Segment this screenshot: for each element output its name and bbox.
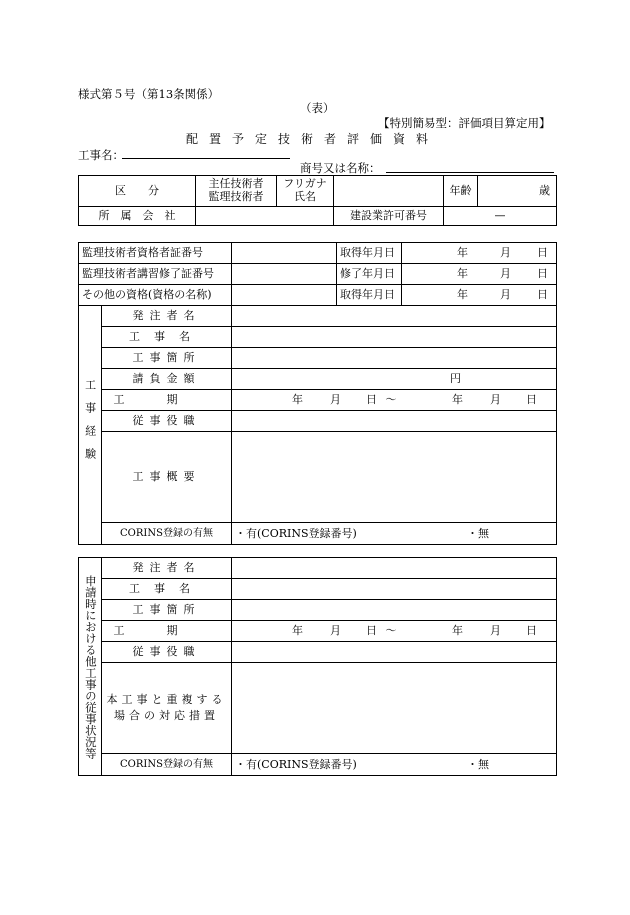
- other-work-name-field[interactable]: [232, 579, 557, 600]
- contract-amount-label: 請負金額: [102, 369, 232, 390]
- month-unit: 月: [500, 246, 511, 260]
- license-number-label: 建設業許可番号: [334, 207, 444, 226]
- start-day-unit: 日: [366, 624, 377, 638]
- period-tilde: ～: [385, 624, 397, 638]
- date-field[interactable]: [402, 264, 557, 285]
- role-label: [196, 176, 277, 207]
- work-name-field[interactable]: [232, 327, 557, 348]
- contract-amount-field[interactable]: 円: [232, 369, 557, 390]
- corins-yes-option[interactable]: ・有(CORINS登録番号): [235, 526, 357, 540]
- technician-table: [78, 175, 557, 226]
- other-work-name-label: 工事名: [102, 579, 232, 600]
- name-field[interactable]: [334, 176, 444, 207]
- qualification-label: 監理技術者講習修了証番号: [79, 264, 232, 285]
- other-work-table: [78, 557, 557, 776]
- corins-field[interactable]: [232, 523, 557, 545]
- qualification-field[interactable]: [232, 285, 337, 306]
- project-name-label: 工事名：: [78, 148, 124, 162]
- other-work-location-field[interactable]: [232, 600, 557, 621]
- start-month-unit: 月: [330, 624, 341, 638]
- date-field[interactable]: [402, 285, 557, 306]
- overlap-measures-line-1: 本工事と重複する: [106, 692, 227, 706]
- day-unit: 日: [537, 267, 548, 281]
- other-client-label: 発注者名: [102, 558, 232, 579]
- furigana-label: フリガナ: [283, 177, 327, 191]
- category-label: 区 分: [79, 176, 196, 207]
- evaluation-type-label: 【特別簡易型：評価項目算定用】: [378, 116, 551, 130]
- age-label: 年齢: [444, 176, 478, 207]
- role-supervising-engineer: 監理技術者: [208, 190, 264, 203]
- form-side-label: （表）: [300, 101, 335, 115]
- qualification-field[interactable]: [232, 264, 337, 285]
- work-summary-label: 工事概要: [102, 432, 232, 523]
- month-unit: 月: [500, 288, 511, 302]
- corins-label: CORINS登録の有無: [102, 523, 232, 545]
- year-unit: 年: [457, 267, 468, 281]
- year-unit: 年: [457, 246, 468, 260]
- document-title: 配置予定技術者評価資料: [186, 132, 440, 146]
- qualification-label: 監理技術者資格者証番号: [79, 243, 232, 264]
- work-name-label: 工事名: [102, 327, 232, 348]
- day-unit: 日: [537, 246, 548, 260]
- client-label: 発注者名: [102, 306, 232, 327]
- trade-name-label: 商号又は名称：: [300, 161, 381, 175]
- start-day-unit: 日: [366, 393, 377, 407]
- date-field[interactable]: [402, 243, 557, 264]
- day-unit: 日: [537, 288, 548, 302]
- other-position-label: 従事役職: [102, 642, 232, 663]
- other-work-location-label: 工事箇所: [102, 600, 232, 621]
- qualification-row: [79, 243, 557, 264]
- overlap-measures-field[interactable]: [232, 663, 557, 754]
- work-location-label: 工事箇所: [102, 348, 232, 369]
- date-label: 取得年月日: [337, 285, 402, 306]
- start-month-unit: 月: [330, 393, 341, 407]
- start-year-unit: 年: [292, 624, 303, 638]
- end-day-unit: 日: [526, 393, 537, 407]
- corins-no-option[interactable]: ・無: [467, 526, 489, 540]
- other-work-period-field[interactable]: [232, 621, 557, 642]
- other-corins-no-option[interactable]: ・無: [467, 757, 489, 771]
- overlap-measures-line-2: 場合の対応措置: [114, 709, 219, 722]
- end-day-unit: 日: [526, 624, 537, 638]
- work-period-label: 工期: [102, 390, 232, 411]
- company-field[interactable]: [196, 207, 334, 226]
- trade-name-field[interactable]: [386, 172, 554, 173]
- project-name-field[interactable]: [122, 158, 290, 159]
- end-year-unit: 年: [452, 393, 463, 407]
- other-position-field[interactable]: [232, 642, 557, 663]
- work-location-field[interactable]: [232, 348, 557, 369]
- qualification-field[interactable]: [232, 243, 337, 264]
- client-field[interactable]: [232, 306, 557, 327]
- other-work-period-label: 工期: [102, 621, 232, 642]
- license-number-field[interactable]: —: [444, 207, 557, 226]
- work-summary-field[interactable]: [232, 432, 557, 523]
- position-field[interactable]: [232, 411, 557, 432]
- other-corins-yes-option[interactable]: ・有(CORINS登録番号): [235, 757, 357, 771]
- end-month-unit: 月: [490, 624, 501, 638]
- year-unit: 年: [457, 288, 468, 302]
- work-period-field[interactable]: [232, 390, 557, 411]
- overlap-measures-label: [102, 663, 232, 754]
- other-client-field[interactable]: [232, 558, 557, 579]
- age-field[interactable]: 歳: [478, 176, 557, 207]
- date-label: 取得年月日: [337, 243, 402, 264]
- period-tilde: ～: [385, 393, 397, 407]
- start-year-unit: 年: [292, 393, 303, 407]
- qualification-row: [79, 285, 557, 306]
- other-corins-label: CORINS登録の有無: [102, 754, 232, 776]
- month-unit: 月: [500, 267, 511, 281]
- other-corins-field[interactable]: [232, 754, 557, 776]
- name-label: [277, 176, 334, 207]
- end-month-unit: 月: [490, 393, 501, 407]
- role-chief-engineer: 主任技術者: [208, 177, 264, 191]
- date-label: 修了年月日: [337, 264, 402, 285]
- form-number: 様式第５号（第13条関係）: [78, 87, 220, 101]
- qualification-experience-table: [78, 242, 557, 545]
- other-work-section-label: 申請時における他工事の従事状況等: [79, 558, 102, 776]
- qualification-label: その他の資格(資格の名称): [79, 285, 232, 306]
- end-year-unit: 年: [452, 624, 463, 638]
- position-label: 従事役職: [102, 411, 232, 432]
- company-label: 所 属 会 社: [79, 207, 196, 226]
- full-name-label: 氏名: [294, 190, 316, 203]
- qualification-row: [79, 264, 557, 285]
- experience-section-label: 工事経験: [79, 306, 102, 545]
